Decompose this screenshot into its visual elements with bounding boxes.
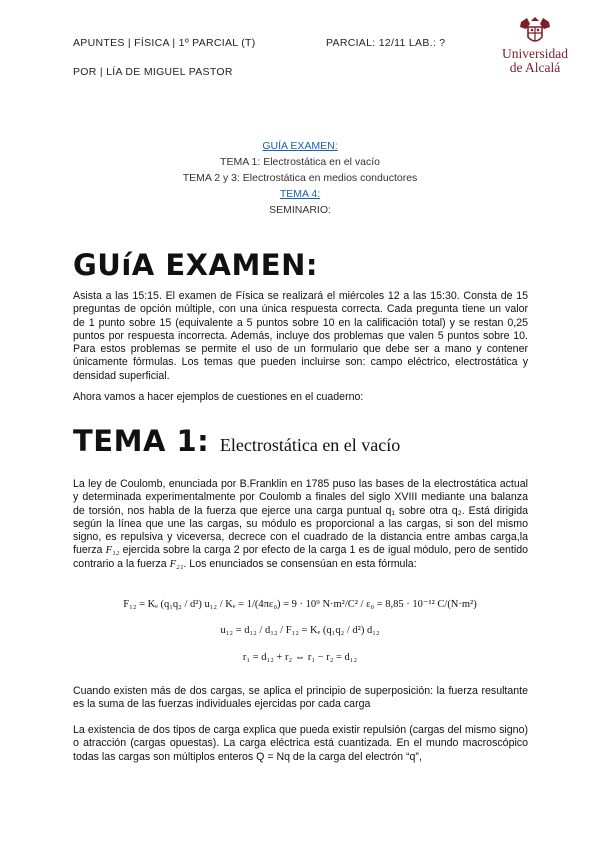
toc-item-seminario: SEMINARIO: xyxy=(269,204,331,216)
logo-line-2: de Alcalá xyxy=(509,60,561,75)
force-f12: F₁₂ xyxy=(105,545,120,557)
formula-line-2: u₁₂ = d₁₂ / d₁₂ / F₁₂ = Kₑ (q₁q₂ / d²) d₁₂ xyxy=(220,625,380,636)
coulomb-text-a: La ley de Coulomb, enunciada por B.Franklin en 1785 puso las bases de la electrostática actual y determinada experimentalmente por Coulomb a finales del siglo XVIII mediante una balanza de torsión, nos habla de la fuerza que ejerce una carga puntual q₁ sobre otra q₂. Está dirigida según la línea que une las cargas, su módulo es proporcional a las cargas, si son del mismo signo, es repulsiva y viceversa, decrece con el cuadrado de la distancia entre ambas carga,la fuerza xyxy=(73,478,528,557)
university-logo xyxy=(490,16,580,75)
heading-guia-examen: GUíA EXAMEN: xyxy=(73,248,318,282)
university-crest-icon xyxy=(517,16,553,46)
header-course-info: APUNTES | FÍSICA | 1º PARCIAL (T) xyxy=(73,37,256,49)
toc-link-guia[interactable]: GUÍA EXAMEN: xyxy=(262,140,338,152)
heading-tema1-subtitle: Electrostática en el vacío xyxy=(219,435,401,455)
coulomb-text-c: . Los enunciados se consensúan en esta fórmula: xyxy=(183,557,417,570)
paragraph-examples: Ahora vamos a hacer ejemplos de cuestiones en el cuaderno: xyxy=(73,391,364,403)
force-f21: F₂₁ xyxy=(169,558,184,570)
toc-item-tema23: TEMA 2 y 3: Electrostática en medios conductores xyxy=(182,172,418,184)
table-of-contents xyxy=(0,138,600,218)
paragraph-superposition: Cuando existen más de dos cargas, se aplica el principio de superposición: la fuerza resultante es la suma de las fuerzas individuales ejercidas por cada carga xyxy=(73,685,528,711)
header-author: POR | LÍA DE MIGUEL PASTOR xyxy=(73,66,233,78)
toc-item-tema1: TEMA 1: Electrostática en el vacío xyxy=(220,156,380,168)
paragraph-exam-info: Asista a las 15:15. El examen de Física se realizará el miércoles 12 a las 15:30. Consta de 15 preguntas de opción múltiple, con una única respuesta correcta. Cada pregunta tiene un valor de 1 punto sobre 15 (equivalente a 5 puntos sobre 10 en la calificación total) y se restan 0,25 puntos por respuesta incorrecta. Además, incluye dos problemas que valen 5 puntos sobre 10. Para estos problemas se permite el uso de un formulario que debe ser a mano y contener únicamente fórmulas. Los temas que pueden incluirse son: campo eléctrico, electrostática y densidad superficial. xyxy=(73,290,528,382)
heading-tema1-label: TEMA 1: xyxy=(73,424,210,458)
formula-line-3: r₁ = d₁₂ + r₂ ⇔ r₁ − r₂ = d₁₂ xyxy=(242,652,358,663)
toc-link-tema4[interactable]: TEMA 4: xyxy=(279,188,321,200)
coulomb-text-b: ejercida sobre la carga 2 por efecto de la carga 1 es de igual módulo, pero de sentido contrario a la fuerza xyxy=(73,544,528,570)
paragraph-charge-types: La existencia de dos tipos de carga explica que pueda existir repulsión (cargas del mismo signo) o atracción (cargas opuestas). La carga eléctrica está cuantizada. En el mundo macroscópico todas las cargas son múltiplos enteros Q = Nq de la carga del electrón “q”, xyxy=(73,724,528,763)
header-exam-info: PARCIAL: 12/11 LAB.: ? xyxy=(326,37,446,49)
heading-tema1 xyxy=(73,424,400,458)
paragraph-coulomb xyxy=(73,478,528,571)
logo-line-1: Universidad xyxy=(502,46,568,61)
formula-line-1: F₁₂ = Kₑ (q₁q₂ / d²) u₁₂ / Kₑ = 1/(4πε₀) = 9 · 10⁹ N·m²/C² / ε₀ = 8,85 · 10⁻¹² C/(N·m²) xyxy=(123,599,477,610)
